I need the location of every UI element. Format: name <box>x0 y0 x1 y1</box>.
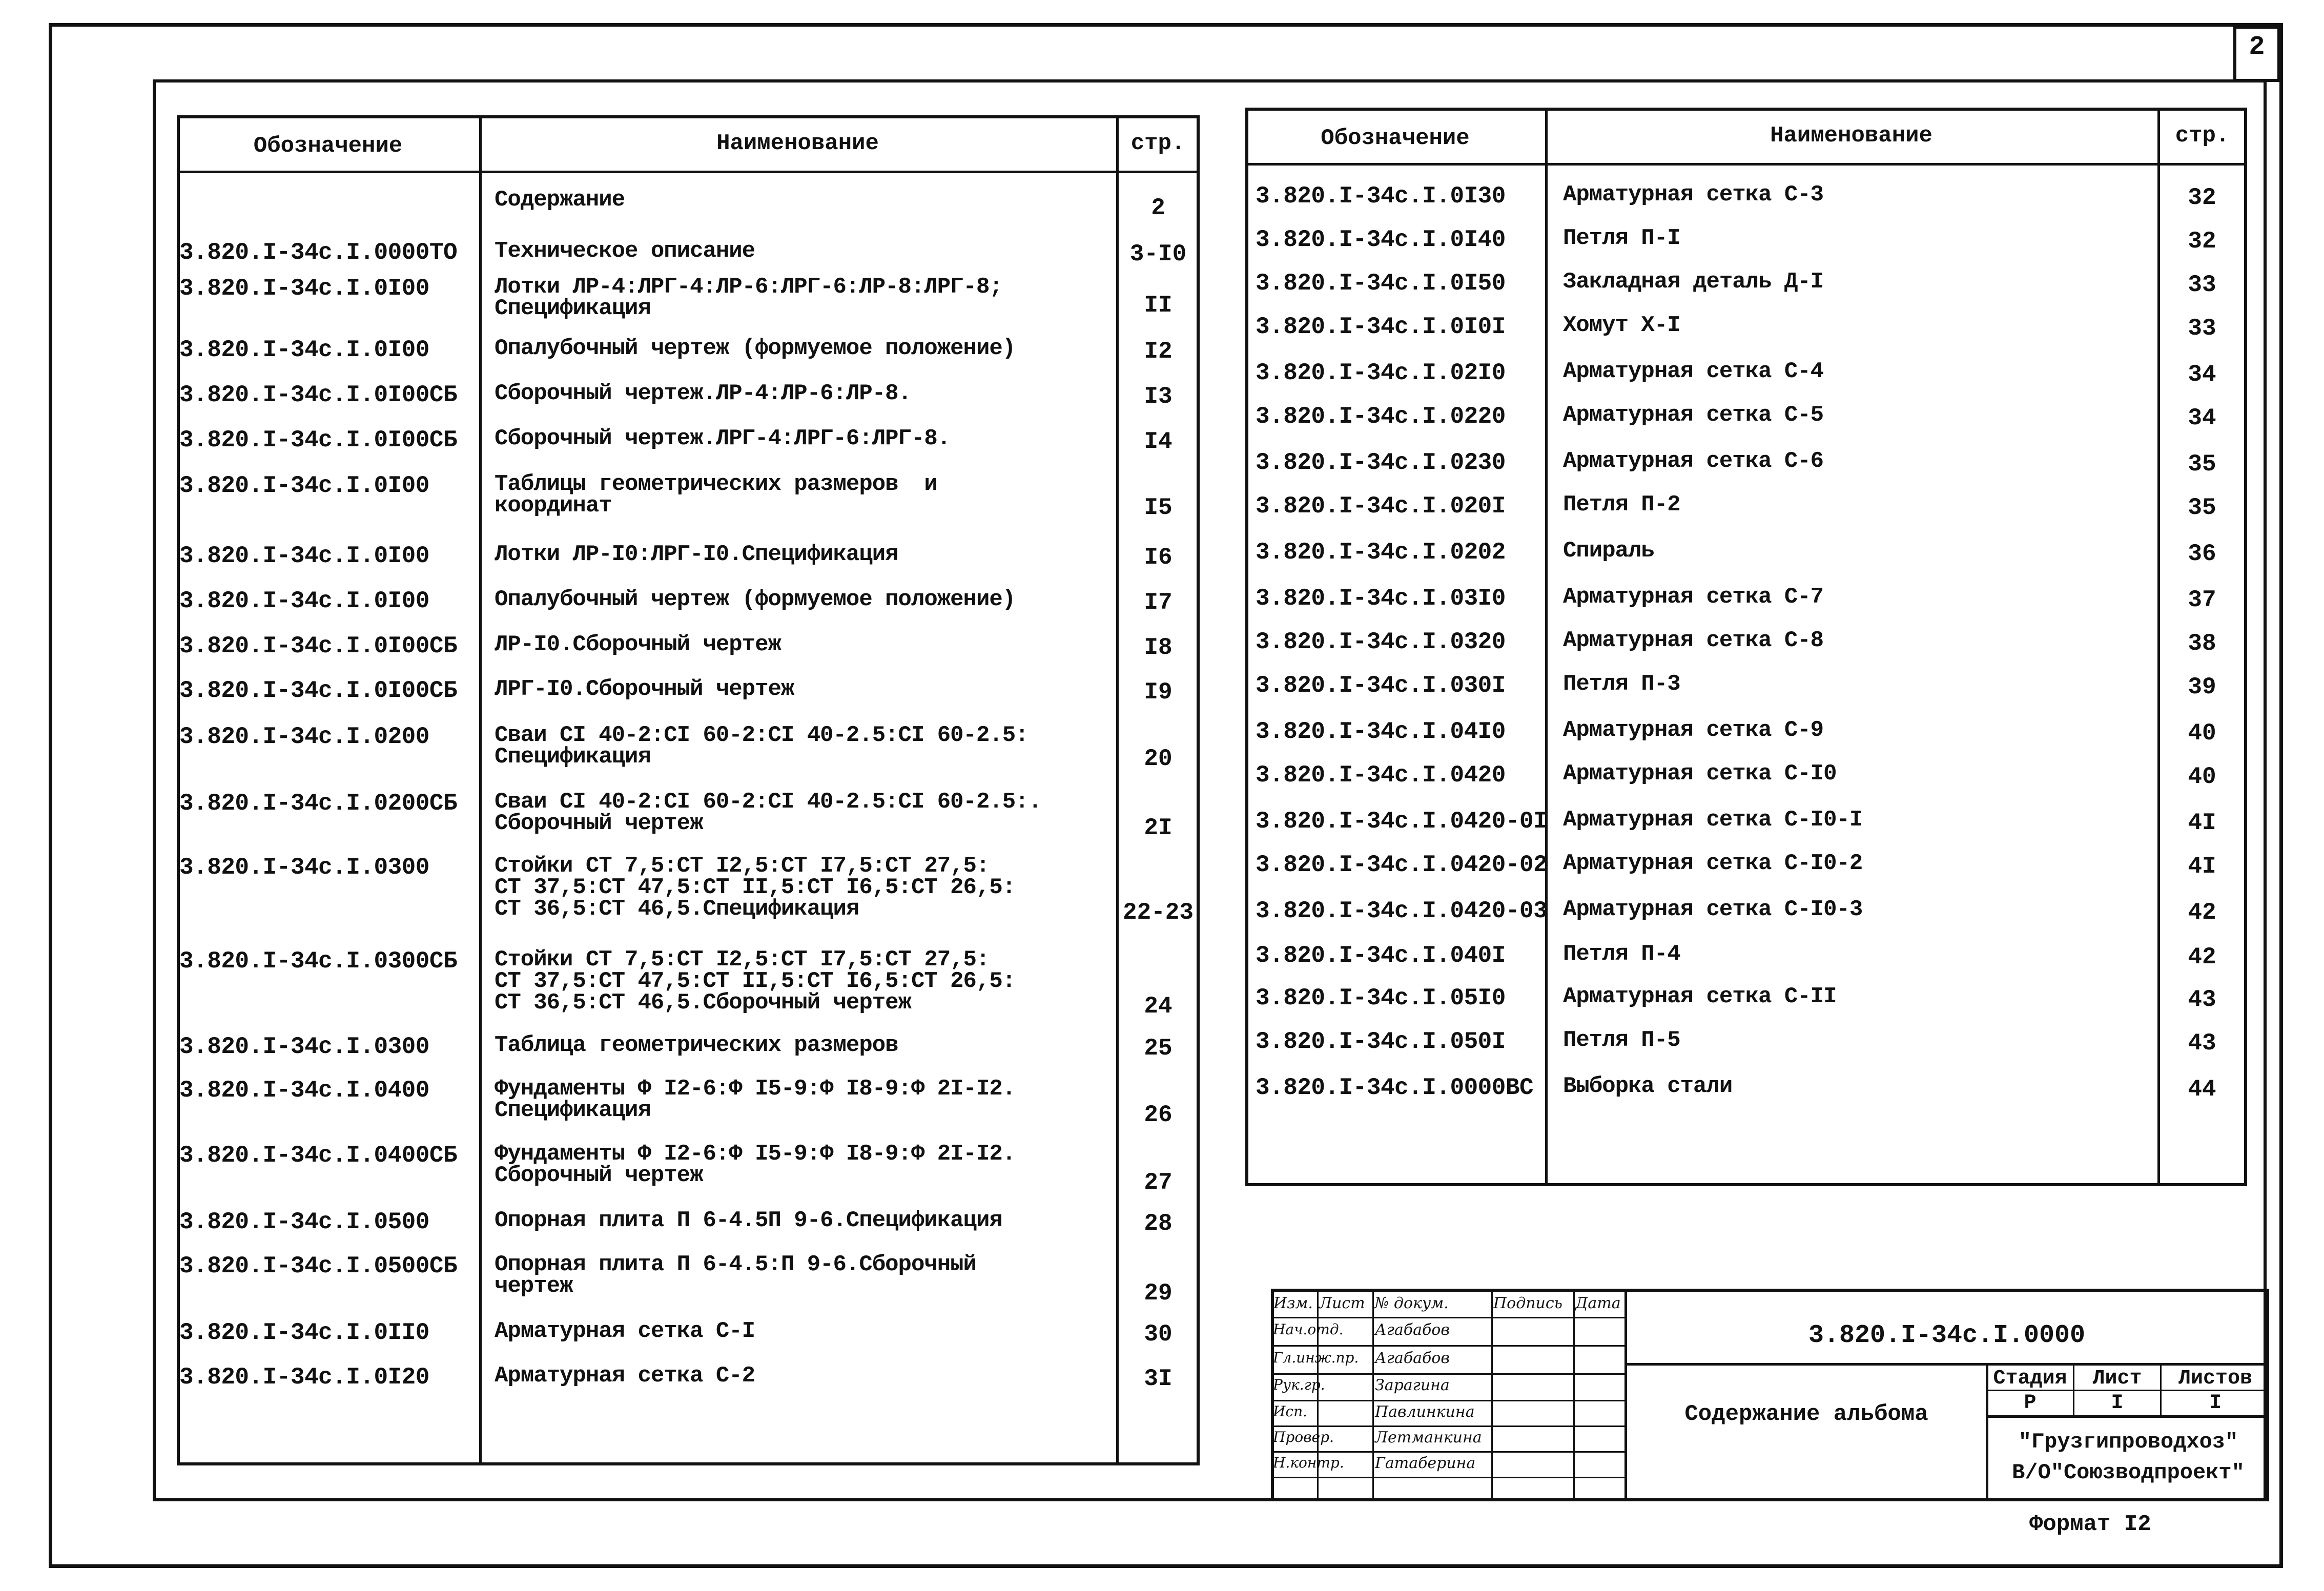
row-page: 28 <box>1144 1210 1173 1237</box>
row-name: Опалубочный чертеж (формуемое положение) <box>495 587 1016 612</box>
right-header-name: Наименование <box>1770 123 1932 149</box>
row-name: Фундаменты Ф I2-6:Ф I5-9:Ф I8-9:Ф 2I-I2. Спецификация <box>495 1076 1016 1123</box>
row-page: 34 <box>2188 405 2216 431</box>
right-header-divider <box>1245 163 2247 166</box>
signature-name: Агабабов <box>1375 1349 1450 1367</box>
row-designation: 3.820.I-34с.I.0500 <box>179 1209 429 1235</box>
row-page: 29 <box>1144 1280 1173 1307</box>
row-page: I9 <box>1144 679 1173 706</box>
row-designation: 3.820.I-34с.I.0I00 <box>179 472 429 499</box>
row-name: Закладная деталь Д-I <box>1563 269 1824 295</box>
row-designation: 3.820.I-34с.I.05I0 <box>1256 985 1506 1011</box>
row-designation: 3.820.I-34с.I.0400СБ <box>179 1142 458 1169</box>
signature-name: Зарагина <box>1375 1376 1450 1394</box>
row-designation: 3.820.I-34с.I.0I00 <box>179 543 429 569</box>
row-name: Петля П-5 <box>1563 1027 1680 1053</box>
tb-grid-h4 <box>1271 1400 1624 1401</box>
row-page: 4I <box>2188 853 2216 880</box>
row-designation: 3.820.I-34с.I.0300 <box>179 1034 429 1060</box>
row-designation: 3.820.I-34с.I.0320 <box>1256 629 1506 655</box>
row-name: Фундаменты Ф I2-6:Ф I5-9:Ф I8-9:Ф 2I-I2. Сборочный чертеж <box>495 1141 1016 1188</box>
row-name: Петля П-I <box>1563 225 1680 251</box>
row-designation: 3.820.I-34с.I.0I30 <box>1256 183 1506 210</box>
row-name: Арматурная сетка С-8 <box>1563 628 1824 653</box>
row-name: Опалубочный чертеж (формуемое положение) <box>495 336 1016 361</box>
sheet-label: Лист <box>2092 1367 2142 1390</box>
row-page: 4I <box>2188 810 2216 836</box>
row-name: Петля П-2 <box>1563 492 1680 518</box>
row-page: 24 <box>1144 993 1173 1020</box>
row-page: I2 <box>1144 338 1173 365</box>
row-designation: 3.820.I-34с.I.0420-0I <box>1256 808 1548 835</box>
row-designation: 3.820.I-34с.I.0420 <box>1256 762 1506 789</box>
tb-change-header-2: Лист <box>1319 1294 1365 1312</box>
row-designation: 3.820.I-34с.I.0200 <box>179 724 429 750</box>
row-name: Сваи СI 40-2:СI 60-2:СI 40-2.5:СI 60-2.5: Спецификация <box>495 722 1029 770</box>
row-page: 40 <box>2188 763 2216 790</box>
row-designation: 3.820.I-34с.I.0I00СБ <box>179 427 458 453</box>
row-designation: 3.820.I-34с.I.0420-02 <box>1256 852 1548 878</box>
row-page: 35 <box>2188 451 2216 478</box>
row-name: Арматурная сетка С-II <box>1563 984 1837 1009</box>
row-designation: 3.820.I-34с.I.0220 <box>1256 403 1506 430</box>
row-designation: 3.820.I-34с.I.04I0 <box>1256 718 1506 745</box>
row-name: Стойки СТ 7,5:СТ I2,5:СТ I7,5:СТ 27,5: СТ 37,5:СТ 47,5:СТ II,5:СТ I6,5:СТ 26,5: СТ 36,5:СТ 46,5.Спецификация <box>495 853 1016 922</box>
tb-change-header-5: Дата <box>1575 1294 1621 1312</box>
row-designation: 3.820.I-34с.I.0II0 <box>179 1319 429 1346</box>
signature-role: Провер. <box>1273 1429 1334 1445</box>
row-designation: 3.820.I-34с.I.0I50 <box>1256 270 1506 297</box>
row-page: 39 <box>2188 674 2216 700</box>
row-name: Арматурная сетка С-9 <box>1563 717 1824 743</box>
row-page: 25 <box>1144 1035 1173 1062</box>
row-name: Арматурная сетка С-2 <box>495 1363 755 1389</box>
row-designation: 3.820.I-34с.I.0I00СБ <box>179 382 458 408</box>
left-header-divider <box>177 171 1200 173</box>
row-designation: 3.820.I-34с.I.030I <box>1256 672 1506 699</box>
row-name: Арматурная сетка С-I <box>495 1318 755 1344</box>
row-page: I7 <box>1144 589 1173 616</box>
row-page: 44 <box>2188 1076 2216 1103</box>
sheet-number: 2 <box>2249 32 2265 62</box>
tb-grid-h1 <box>1271 1317 1624 1318</box>
signature-role: Н.контр. <box>1273 1454 1344 1471</box>
left-col-divider-1 <box>479 115 482 1465</box>
format-label: Формат I2 <box>2029 1512 2151 1537</box>
row-page: 33 <box>2188 272 2216 298</box>
row-page: 35 <box>2188 494 2216 521</box>
tb-grid-h3 <box>1271 1373 1624 1375</box>
row-page: I5 <box>1144 494 1173 521</box>
organization-line-2: В/О"Союзводпроект" <box>2012 1460 2245 1485</box>
row-name: Опорная плита П 6-4.5П 9-6.Спецификация <box>495 1208 1002 1233</box>
row-name: Арматурная сетка С-I0-I <box>1563 807 1863 833</box>
row-name: Петля П-3 <box>1563 671 1680 697</box>
row-name: Арматурная сетка С-I0 <box>1563 761 1837 787</box>
row-name: Арматурная сетка С-I0-3 <box>1563 897 1863 922</box>
signature-role: Гл.инж.пр. <box>1273 1349 1359 1366</box>
row-name: Петля П-4 <box>1563 941 1680 967</box>
row-name: Арматурная сетка С-5 <box>1563 402 1824 428</box>
row-page: I8 <box>1144 634 1173 661</box>
row-designation: 3.820.I-34с.I.0I00 <box>179 588 429 614</box>
tb-grid-v3 <box>1491 1289 1493 1501</box>
row-name: Арматурная сетка С-4 <box>1563 359 1824 384</box>
row-designation: 3.820.I-34с.I.0500СБ <box>179 1253 458 1279</box>
row-designation: 3.820.I-34с.I.0230 <box>1256 449 1506 476</box>
row-page: I4 <box>1144 428 1173 455</box>
tb-stage-line-2 <box>1986 1415 2269 1418</box>
signature-name: Летманкина <box>1375 1429 1482 1447</box>
row-page: 42 <box>2188 899 2216 926</box>
row-designation: 3.820.I-34с.I.03I0 <box>1256 585 1506 612</box>
row-page: 36 <box>2188 541 2216 567</box>
tb-grid-v2 <box>1372 1289 1374 1501</box>
row-designation: 3.820.I-34с.I.0I20 <box>179 1364 429 1391</box>
row-designation: 3.820.I-34с.I.020I <box>1256 493 1506 520</box>
tb-change-header-3: № докум. <box>1374 1294 1449 1312</box>
row-designation: 3.820.I-34с.I.0300 <box>179 854 429 881</box>
row-page: 37 <box>2188 587 2216 613</box>
row-page: 20 <box>1144 746 1173 772</box>
row-name: Таблицы геометрических размеров и координат <box>495 471 937 519</box>
row-designation: 3.820.I-34с.I.0300СБ <box>179 948 458 975</box>
tb-grid-h2 <box>1271 1345 1624 1347</box>
row-page: 33 <box>2188 315 2216 342</box>
row-page: I6 <box>1144 544 1173 571</box>
row-page: 34 <box>2188 361 2216 388</box>
row-designation: 3.820.I-34с.I.0202 <box>1256 539 1506 566</box>
tb-grid-h7 <box>1271 1477 1624 1478</box>
right-header-designation: Обозначение <box>1321 126 1470 151</box>
row-page: 40 <box>2188 720 2216 747</box>
row-designation: 3.820.I-34с.I.0I0I <box>1256 314 1506 340</box>
sheet-value: I <box>2111 1392 2124 1415</box>
row-page: II <box>1144 292 1173 319</box>
organization-line-1: "Грузгипроводхоз" <box>2018 1430 2238 1454</box>
right-header-page: стр. <box>2175 123 2230 149</box>
row-designation: 3.820.I-34с.I.0I00 <box>179 337 429 363</box>
tb-change-header-4: Подпись <box>1493 1294 1563 1312</box>
row-designation: 3.820.I-34с.I.0420-03 <box>1256 898 1548 924</box>
row-designation: 3.820.I-34с.I.02I0 <box>1256 360 1506 386</box>
stage-label: Стадия <box>1993 1367 2067 1390</box>
row-name: Лотки ЛР-I0:ЛРГ-I0.Спецификация <box>495 542 898 567</box>
sheets-label: Листов <box>2178 1367 2253 1390</box>
row-page: 42 <box>2188 944 2216 970</box>
row-page: 43 <box>2188 1030 2216 1057</box>
row-page: 22-23 <box>1122 899 1194 926</box>
row-designation: 3.820.I-34с.I.0I40 <box>1256 226 1506 253</box>
row-name: Лотки ЛР-4:ЛРГ-4:ЛР-6:ЛРГ-6:ЛР-8:ЛРГ-8; Спецификация <box>495 274 1002 321</box>
row-designation: 3.820.I-34с.I.0200СБ <box>179 790 458 817</box>
row-name: Спираль <box>1563 538 1654 564</box>
row-designation: 3.820.I-34с.I.050I <box>1256 1028 1506 1055</box>
sheets-value: I <box>2209 1392 2222 1415</box>
tb-change-header-1: Изм. <box>1273 1294 1313 1312</box>
row-designation: 3.820.I-34с.I.0000ВС <box>1256 1075 1534 1101</box>
row-name: ЛР-I0.Сборочный чертеж <box>495 632 781 657</box>
row-page: 38 <box>2188 630 2216 657</box>
row-page: 32 <box>2188 184 2216 211</box>
row-name: Арматурная сетка С-I0-2 <box>1563 851 1863 876</box>
row-name: Хомут Х-I <box>1563 313 1680 338</box>
row-name: Сборочный чертеж.ЛР-4:ЛР-6:ЛР-8. <box>495 381 911 406</box>
signature-role: Нач.отд. <box>1273 1321 1344 1338</box>
row-page: 43 <box>2188 986 2216 1013</box>
row-name: Сборочный чертеж.ЛРГ-4:ЛРГ-6:ЛРГ-8. <box>495 426 951 451</box>
tb-grid-h5 <box>1271 1425 1624 1427</box>
row-name: Опорная плита П 6-4.5:П 9-6.Сборочный чертеж <box>495 1252 976 1299</box>
left-header-designation: Обозначение <box>253 133 403 159</box>
document-code: 3.820.I-34с.I.0000 <box>1808 1321 2086 1350</box>
signature-name: Павлинкина <box>1375 1403 1475 1421</box>
document-title: Содержание альбома <box>1684 1401 1928 1427</box>
left-header-name: Наименование <box>716 131 879 156</box>
row-name: Содержание <box>495 187 625 213</box>
row-page: 2I <box>1144 815 1173 841</box>
tb-code-divider <box>1624 1363 2269 1366</box>
signature-role: Исп. <box>1273 1403 1308 1420</box>
row-designation: 3.820.I-34с.I.0I00СБ <box>179 677 458 704</box>
right-col-divider-1 <box>1545 108 1548 1186</box>
row-designation: 3.820.I-34с.I.0400 <box>179 1077 429 1104</box>
left-header-page: стр. <box>1130 131 1185 156</box>
row-name: Арматурная сетка С-3 <box>1563 182 1824 208</box>
row-page: 3-I0 <box>1129 241 1187 267</box>
stage-value: Р <box>2024 1392 2037 1415</box>
row-name: Техническое описание <box>495 238 755 264</box>
row-page: 32 <box>2188 228 2216 255</box>
tb-grid-h6 <box>1271 1451 1624 1453</box>
row-name: Арматурная сетка С-6 <box>1563 448 1824 474</box>
signature-name: Гатаберина <box>1375 1454 1476 1472</box>
row-page: 26 <box>1144 1102 1173 1128</box>
tb-grid-v4 <box>1573 1289 1575 1501</box>
row-name: Арматурная сетка С-7 <box>1563 584 1824 610</box>
row-name: Таблица геометрических размеров <box>495 1032 898 1058</box>
signature-role: Рук.гр. <box>1273 1376 1325 1393</box>
row-designation: 3.820.I-34с.I.0I00 <box>179 275 429 302</box>
row-name: Выборка стали <box>1563 1073 1733 1099</box>
signature-name: Агабабов <box>1375 1321 1450 1339</box>
row-page: I3 <box>1144 383 1173 410</box>
row-page: 3I <box>1144 1366 1173 1392</box>
row-page: 2 <box>1151 195 1165 221</box>
row-name: Стойки СТ 7,5:СТ I2,5:СТ I7,5:СТ 27,5: СТ 37,5:СТ 47,5:СТ II,5:СТ I6,5:СТ 26,5: СТ 36,5:СТ 46,5.Сборочный чертеж <box>495 947 1016 1016</box>
row-designation: 3.820.I-34с.I.0I00СБ <box>179 633 458 659</box>
row-designation: 3.820.I-34с.I.0000ТО <box>179 239 458 266</box>
row-name: Сваи СI 40-2:СI 60-2:СI 40-2.5:СI 60-2.5:. Сборочный чертеж <box>495 789 1041 836</box>
row-page: 30 <box>1144 1321 1173 1348</box>
row-designation: 3.820.I-34с.I.040I <box>1256 942 1506 969</box>
row-page: 27 <box>1144 1169 1173 1196</box>
row-name: ЛРГ-I0.Сборочный чертеж <box>495 676 794 702</box>
